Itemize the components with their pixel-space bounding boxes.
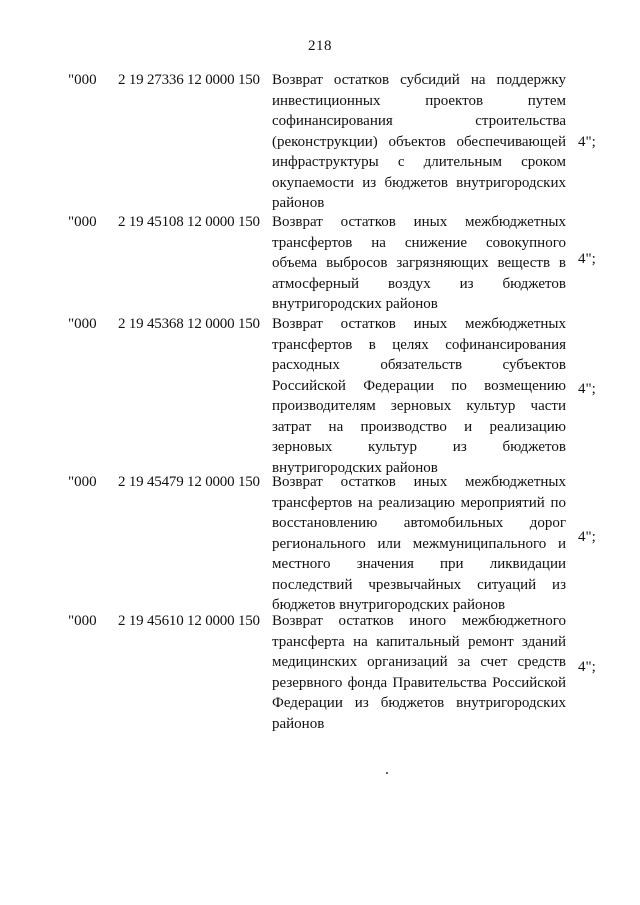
entry-description: Возврат остатков иных межбюджетных трансфертов на реализацию мероприятий по восстановлению автомобильных дорог регионального или межмуниципального и местного значения при ликвидации последствий чрезвычайных ситуаций из бюджетов внутригородских районов bbox=[272, 474, 566, 613]
budget-classification-code: 2 19 45610 12 0000 150 bbox=[118, 613, 260, 629]
entry-description: Возврат остатков иных межбюджетных трансфертов в целях софинансирования расходных обязательств субъектов Российской Федерации по возмещению производителям зерновых культур части затрат на производство и реализацию зерновых культур из бюджетов внутригородских районов bbox=[272, 316, 566, 476]
budget-classification-code: 2 19 45108 12 0000 150 bbox=[118, 214, 260, 230]
entry-description: Возврат остатков иных межбюджетных трансфертов на снижение совокупного объема выбросов загрязняющих веществ в атмосферный воздух из бюджетов внутригородских районов bbox=[272, 214, 566, 312]
entry-value: 4"; bbox=[578, 134, 596, 150]
entry-value: 4"; bbox=[578, 251, 596, 267]
budget-classification-code: 2 19 45479 12 0000 150 bbox=[118, 474, 260, 490]
code-prefix: "000 bbox=[68, 316, 97, 332]
entry-description: Возврат остатков иного межбюджетного трансферта на капитальный ремонт зданий медицинских организаций за счет средств резервного фонда Правительства Российской Федерации из бюджетов внутригородских районов bbox=[272, 613, 566, 732]
page-number: 218 bbox=[308, 38, 332, 54]
entry-value: 4"; bbox=[578, 659, 596, 675]
entry-value: 4"; bbox=[578, 381, 596, 397]
code-prefix: "000 bbox=[68, 613, 97, 629]
entry-value: 4"; bbox=[578, 529, 596, 545]
budget-classification-code: 2 19 27336 12 0000 150 bbox=[118, 72, 260, 88]
budget-classification-code: 2 19 45368 12 0000 150 bbox=[118, 316, 260, 332]
code-prefix: "000 bbox=[68, 214, 97, 230]
code-prefix: "000 bbox=[68, 474, 97, 490]
entry-description: Возврат остатков субсидий на поддержку инвестиционных проектов путем софинансирования строительства (реконструкции) объектов обеспечивающей инфраструктуры с длительным сроком окупаемости из бюджетов внутригородских районов bbox=[272, 72, 566, 211]
stray-mark bbox=[386, 772, 388, 774]
code-prefix: "000 bbox=[68, 72, 97, 88]
